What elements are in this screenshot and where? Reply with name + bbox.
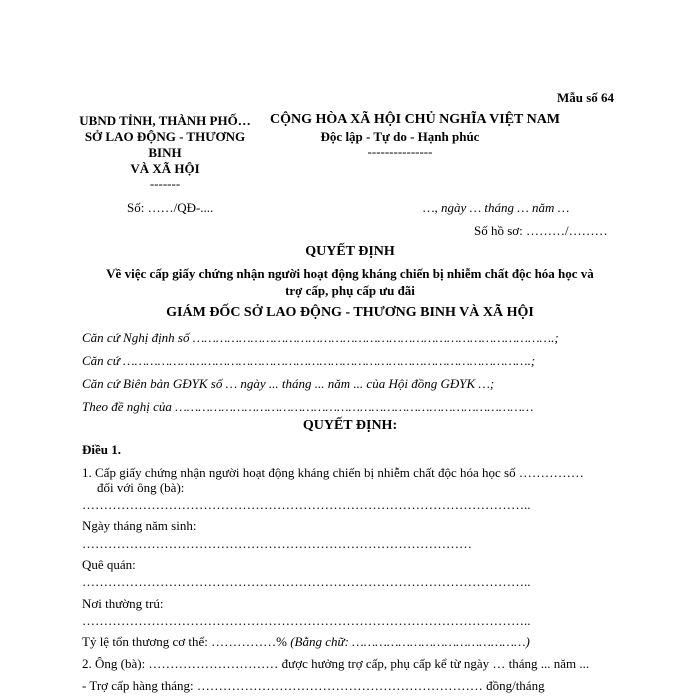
item-1-line-1: 1. Cấp giấy chứng nhận người hoạt động kháng chiến bị nhiễm chất độc hóa học số ……………: [82, 465, 584, 480]
dob-fill-line: ………………………………………………………………………………: [82, 536, 472, 551]
name-fill-line: …………………………………………………………………………………………..: [82, 497, 531, 512]
national-motto: Độc lập - Tự do - Hạnh phúc: [320, 129, 480, 144]
country-name: CỘNG HÒA XÃ HỘI CHỦ NGHĨA VIỆT NAM: [270, 112, 561, 127]
left-divider: -------: [149, 176, 181, 191]
hometown-fill-line: …………………………………………………………………………………………..: [82, 574, 531, 589]
document-title: QUYẾT ĐỊNH: [305, 244, 395, 259]
dob-label: Ngày tháng năm sinh:: [82, 518, 197, 533]
subject-line-1: Về việc cấp giấy chứng nhận người hoạt động kháng chiến bị nhiễm chất độc hóa học và: [106, 266, 594, 281]
issue-date: …, ngày … tháng … năm …: [423, 200, 570, 215]
residence-label: Nơi thường trú:: [82, 596, 164, 611]
monthly-allowance-line: - Trợ cấp hàng tháng: ………………………………………………………… đồng/tháng: [82, 678, 545, 693]
basis-proposal: Theo đề nghị của …………………………………………………………………………………: [82, 399, 534, 414]
province-name: UBND TỈNH, THÀNH PHỐ…: [79, 113, 251, 128]
injury-rate-words: (Bằng chữ: ………………………………………): [290, 634, 530, 649]
right-divider: ---------------: [367, 144, 433, 159]
subject-line-2: trợ cấp, phụ cấp ưu đãi: [285, 283, 415, 298]
basis-other: Căn cứ …………………………………………………………………………………………….;: [82, 353, 536, 368]
item-2-line: 2. Ông (bà): ………………………… được hưởng trợ cấp, phụ cấp kể từ ngày … tháng ... năm ...: [82, 656, 590, 671]
department-name-line3: VÀ XÃ HỘI: [130, 161, 200, 176]
injury-rate-label: Tỷ lệ tổn thương cơ thể: ……………%: [82, 634, 287, 649]
issuing-authority: GIÁM ĐỐC SỞ LAO ĐỘNG - THƯƠNG BINH VÀ XÃ HỘI: [166, 305, 534, 320]
decision-heading: QUYẾT ĐỊNH:: [302, 418, 398, 433]
department-name-line1: SỞ LAO ĐỘNG - THƯƠNG: [84, 129, 246, 144]
form-number: Mẫu số 64: [557, 90, 615, 105]
item-1-line-2: đối với ông (bà):: [97, 480, 185, 495]
department-name-line2: BINH: [148, 145, 182, 160]
injury-rate-row: [82, 634, 530, 650]
basis-decree: Căn cứ Nghị định số ………………………………………………………………………………….;: [82, 330, 559, 345]
residence-fill-line: …………………………………………………………………………………………..: [82, 613, 531, 628]
basis-medical-report: Căn cứ Biên bản GĐYK số … ngày ... tháng ... năm ... của Hội đồng GĐYK …;: [82, 376, 495, 391]
article-1-heading: Điều 1.: [82, 442, 121, 457]
hometown-label: Quê quán:: [82, 557, 136, 572]
file-number: Số hồ sơ: ………/………: [474, 223, 608, 238]
decision-number: Số: ……/QĐ-....: [127, 200, 214, 215]
